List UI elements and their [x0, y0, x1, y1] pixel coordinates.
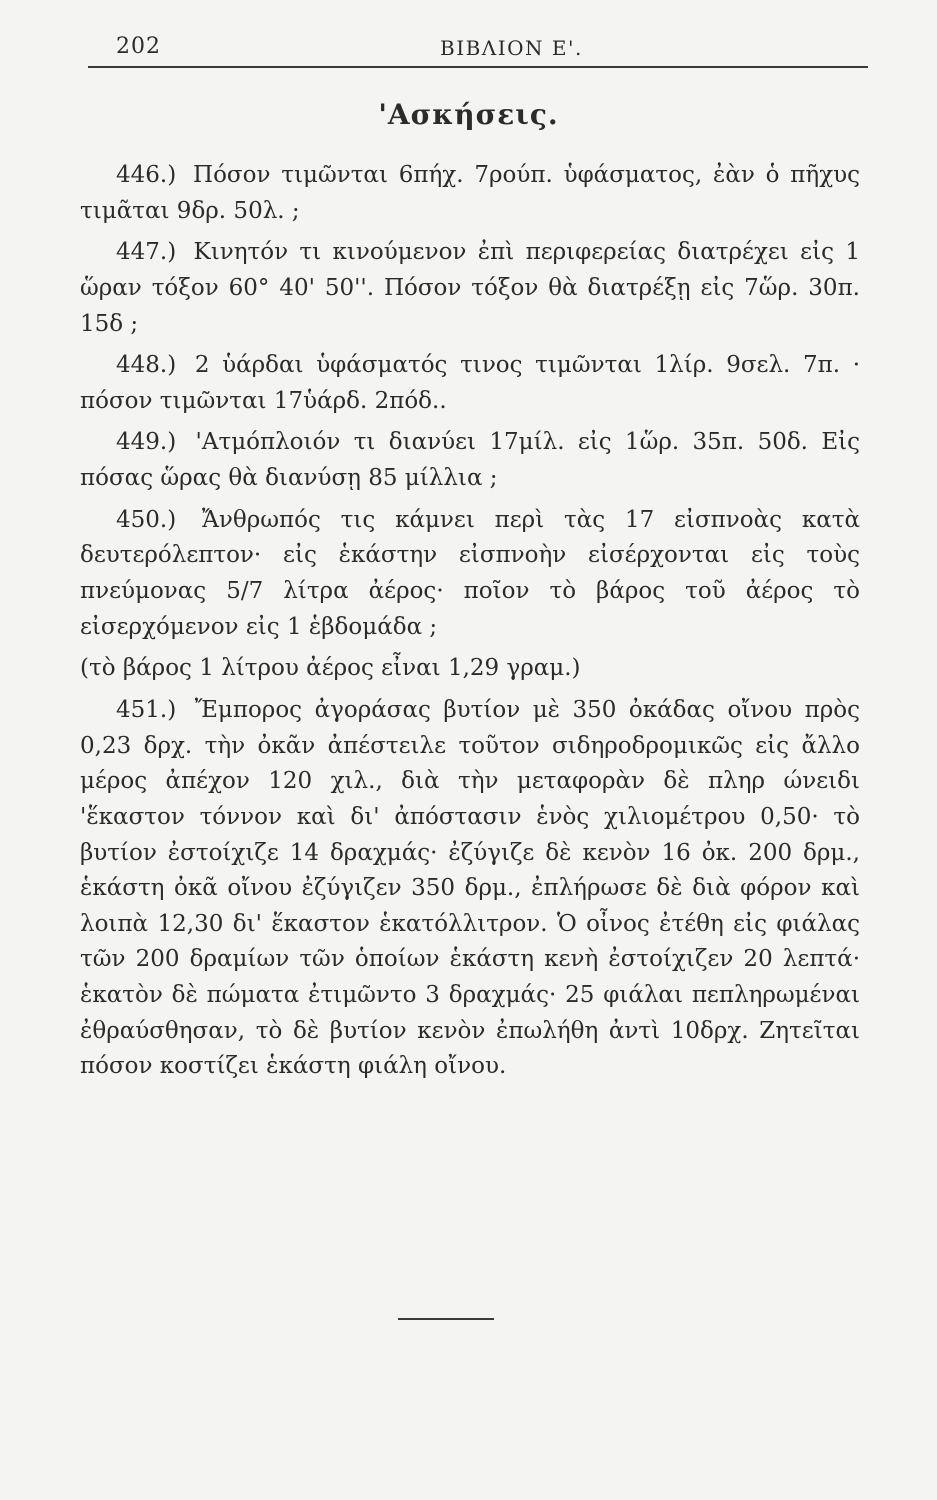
exercise-text: Ἄνθρωπός τις κάμνει περὶ τὰς 17 εἰσπνοὰς κατὰ δευτερόλεπτον· εἰς ἑκάστην εἰσπνοὴν εἰσέρχονται εἰς τοὺς πνεύμονας 5/7 λίτρα ἀέρος· ποῖον τὸ βάρος τοῦ ἀέρος τὸ εἰσερχόμενον εἰς 1 ἑβδομάδα ; — [80, 506, 861, 640]
exercise-text: 2 ὑάρδαι ὑφάσματός τινος τιμῶνται 1λίρ. 9σελ. 7π. · πόσον τιμῶνται 17ὑάρδ. 2πόδ.. — [80, 352, 861, 414]
exercise-list — [80, 158, 860, 1091]
header-rule — [88, 66, 868, 68]
section-end-rule — [398, 1318, 494, 1320]
exercise-450-note — [80, 651, 860, 687]
exercise-448 — [80, 348, 860, 419]
exercise-text: Ἔμπορος ἀγοράσας βυτίον μὲ 350 ὀκάδας οἴνου πρὸς 0,23 δρχ. τὴν ὀκᾶν ἀπέστειλε τοῦτον σιδηροδρομικῶς εἰς ἄλλο μέρος ἀπέχον 120 χιλ., διὰ τὴν μεταφορὰν δὲ πληρ ώνειδι 'ἕκαστον τόννον καὶ δι' ἀπόστασιν ἑνὸς χιλιομέτρου 0,50· τὸ βυτίον ἐστοίχιζε 14 δραχμάς· ἐζύγιζε δὲ κενὸν 16 ὀκ. 200 δρμ., ἑκάστη ὀκᾶ οἴνου ἐζύγιζεν 350 δρμ., ἐπλήρωσε δὲ διὰ φόρον καὶ λοιπὰ 12,30 δι' ἕκαστον ἑκατόλλιτρον. Ὁ οἶνος ἐτέθη εἰς φιάλας τῶν 200 δραμίων τῶν ὁποίων ἑκάστη κενὴ ἐστοίχιζεν 20 λεπτά· ἑκατὸν δὲ πώματα ἐτιμῶντο 3 δραχμάς· 25 φιάλαι πεπληρωμέναι ἐθραύσθησαν, τὸ δὲ βυτίον κενὸν ἐπωλήθη ἀντὶ 10δρχ. Ζητεῖται πόσον κοστίζει ἑκάστη φιάλη οἴνου. — [80, 696, 861, 1080]
exercise-number: 451.) — [116, 696, 177, 723]
exercise-text: 'Ατμόπλοιόν τι διανύει 17μίλ. εἰς 1ὥρ. 35π. 50δ. Εἰς πόσας ὥρας θὰ διανύσῃ 85 μίλλια ; — [80, 429, 861, 492]
exercise-number: 447.) — [116, 239, 177, 266]
exercise-number: 448.) — [116, 352, 177, 379]
exercise-447 — [80, 235, 860, 342]
exercise-446 — [80, 158, 860, 229]
section-title: 'Ασκήσεις. — [378, 98, 559, 131]
page-number: 202 — [116, 34, 161, 59]
exercise-450 — [80, 503, 860, 646]
exercise-number: 446.) — [116, 162, 177, 188]
page-header — [88, 34, 868, 68]
exercise-note-text: (τὸ βάρος 1 λίτρου ἀέρος εἶναι 1,29 γραμ.) — [80, 655, 581, 682]
exercise-number: 449.) — [116, 429, 177, 456]
running-head: ΒΙΒΛΙΟΝ Ε'. — [440, 36, 583, 60]
exercise-449 — [80, 425, 860, 496]
exercise-text: Κινητόν τι κινούμενον ἐπὶ περιφερείας διατρέχει εἰς 1 ὥραν τόξον 60° 40' 50''. Πόσον τόξον θὰ διατρέξῃ εἰς 7ὥρ. 30π. 15δ ; — [80, 239, 860, 337]
exercise-text: Πόσον τιμῶνται 6πήχ. 7ρούπ. ὑφάσματος, ἐὰν ὁ πῆχυς τιμᾶται 9δρ. 50λ. ; — [80, 162, 861, 224]
exercise-451 — [80, 693, 860, 1085]
exercise-number: 450.) — [116, 506, 177, 533]
